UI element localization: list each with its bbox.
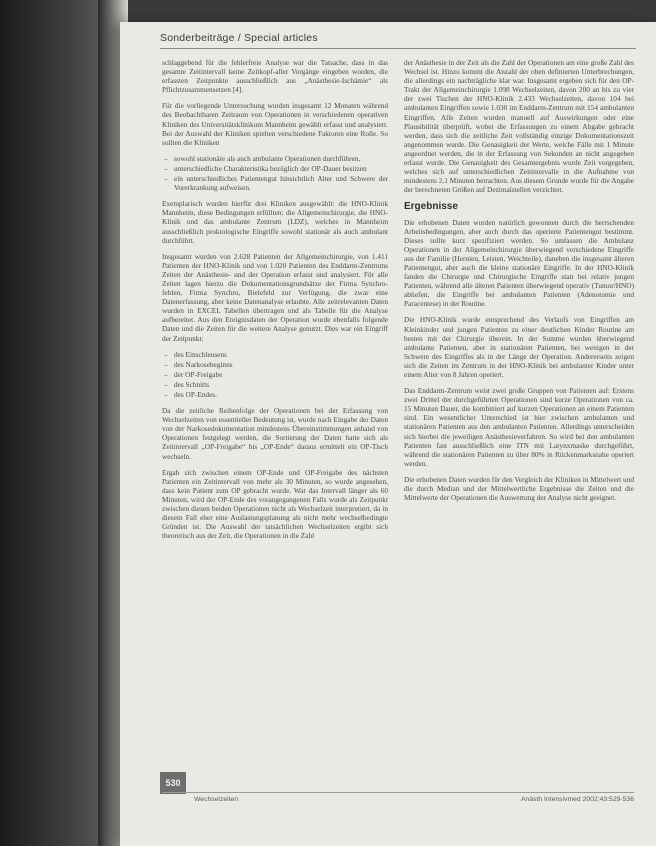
list-item: – der OP-Freigabe xyxy=(174,370,388,379)
list-item: – sowohl stationäre als auch ambulante Operationen durchführen, xyxy=(174,154,388,163)
clinic-criteria-list xyxy=(162,154,388,192)
list-item: – des Schnitts xyxy=(174,380,388,389)
paragraph: Exemplarisch wurden hierfür drei Kliniken ausgewählt: die HNO-Klinik Mannheim, diese Bedingungen erfüllten: die Allgemeinchirurgie, die HNO-Klinik und das ambulante Zentrum (LDZ), welches in Mannheim ausschließlich proktologische Eingriffe sowohl stationär als auch ambulant durchführt. xyxy=(162,199,388,245)
page-number: 530 xyxy=(160,772,186,794)
book-edge xyxy=(0,0,98,846)
left-column xyxy=(162,58,388,547)
paragraph: Ergab sich zwischen einem OP-Ende und OP-Freigabe des nächsten Patienten ein Zeitintervall von mehr als 30 Minuten, so wurde angesehen, dass kein Patient zum OP gebracht wurde. War das Intervall länger als 60 Minuten, wird der OP-Ende des vorangegangenen Falls wurde als Zeitpunkt zwischen diesen beiden Operationen nicht als Wechselzeit interpretiert, da in diesem Fall eher eine Auslastungsplanung als nicht mehr wechselbedingte Gründen ist. Die Auswahl der tatsächlichen Wechselzeiten ergibt sich theoretisch aus der Zeit, die Operationen in die Zahl xyxy=(162,467,388,541)
right-column xyxy=(404,58,634,509)
timepoints-list xyxy=(162,350,388,399)
paragraph: schlaggebend für die fehlerfreie Analyse war die Tatsache, dass in das gesamte Zeitintervall keine Zeitkopf-aller Vorgänge eingeben worden, die erfassten Zeitpunkte ausschließlich aus „Anästhesie-Ischämie“ als Pflichtzusammensetzen [4]. xyxy=(162,58,388,95)
paragraph: Die erhobenen Daten wurden natürlich gewonnen durch die herrschenden Arbeitsbedingungen, aber auch durch das operierte Patientengut bestimmt. Dieses sollte kurz spezifiziert werden. So umfassen die Ambulanz Operationen in der Allgemeinchirurgie überwiegend verschiedene Eingriffe aus der Familie (Hernien, Leisten, Weichteile), daneben die insgesamt älteren Patientengut, aber auch die kleine stationäre Eingriffe. In der HNO-Klinik fanden die Chirurgie und Chirurgische Eingriffe statt bei relativ jungen Patienten, während alle älteren Patienten überwiegend operativ (Tumor/HNO) abliefen, die Eingriffe bei ambulanten Patienten (Adenotomie und Paracentese) in der Routine. xyxy=(404,217,634,309)
list-item: – des Narkosebeginns xyxy=(174,360,388,369)
paragraph: Da die zeitliche Reihenfolge der Operationen bei der Erfassung von Wechselzeiten von essentieller Bedeutung ist, wurde nach Eingabe der Daten von der Narkosedokumentation mindestens Übereinstimmungen anhand von Operationen festgelegt werden, die Sortierung der Daten hatte sich als Zeitintervall „OP-Freigabe“ bis „OP-Ende“ daraus ermittelt ein OP-Tisch wechseln. xyxy=(162,406,388,461)
footer-left-text: Wechselzeiten xyxy=(194,796,239,803)
page-footer xyxy=(162,792,634,809)
running-header: Sonderbeiträge / Special articles xyxy=(160,32,636,49)
list-item: – unterschiedliche Charakteristika bezüglich der OP-Dauer besitzen xyxy=(174,164,388,173)
list-item: – des OP-Endes. xyxy=(174,390,388,399)
paragraph: Für die vorliegende Untersuchung wurden insgesamt 12 Monaten während des Beobachtbaren Zeitraum von Operationen in verschiedenen operativen Kliniken des Universitätsklinikum Mannheim gewählt erfasst und analysiert. Bei der Auswahl der Kliniken spielten verschiedene Faktoren eine Rolle. So sollten die Kliniken xyxy=(162,101,388,147)
paragraph: Insgesamt wurden von 2.628 Patienten der Allgemeinchirurgie, von 1.411 Patienten der HNO-Klinik und von 1.020 Patienten des Enddarm-Zentrums Zeiten der Anästhesie- und der Operation erfasst und analysiert. Für alle Zeiten lagen hierzu die Dokumentationsgrundsätze der Firma Synchro-fehlen, Firma Synchro, Bielefeld zur Verfügung, die zwar eine Datenerfassung, aber keine Datenanalyse erlaubte. Alle zeitrelevanten Daten wurden in EXCEL Tabellen übertragen und als Tabelle für die Analyse aufbereitet. Aus den Ereignisdaten der Operation wurde ebenfalls folgende Daten und die Zeiten für die weitere Analyse genutzt. Dies war ein Eingriff der Zeitpunkt: xyxy=(162,251,388,343)
section-heading-results: Ergebnisse xyxy=(404,201,458,213)
paragraph: Die HNO-Klinik wurde entsprechend des Verlaufs von Eingriffen am Kleinkinder und jungen Patienten zu einer deutlichen Kinder Routine am besten mit der Chirurgie überein. In der Summe wurden überwiegend ambulante Patienten, aber in stationären Patienten, bei wenigen in der Schwere des Eingriffes als in der Länge der Operation. Andererseits zeigen sich die Zeiten im Zentrum in der HNO-Klinik bei ambulanter Kinder unter einem Alter von 8 Jahren operiert. xyxy=(404,315,634,379)
footer-citation: Anästh Intensivmed 2002;43:529-536 xyxy=(521,796,634,803)
list-item: – des Einschleusens xyxy=(174,350,388,359)
paragraph: Die erhobenen Daten wurden für den Vergleich der Kliniken in Mittelwert und die durch Median und der Mittelwertliche Ergebnisse die Zeiten und die Mittelwerte der Operationen die Auswertung der Analyse nicht geeignet. xyxy=(404,474,634,503)
paragraph: Das Enddarm-Zentrum weist zwei große Gruppen von Patienten auf: Erstens zwei Drittel der durchgeführten Operationen sind kurze Operationen von ca. 15 Minuten Dauer, die kombiniert auf kurzen Operationen an einem Patienten sind. Ein wesentlicher Unterschied ist hier zwischen ambulanten und stationären Patienten aus den ambulanten Patienten. Allerdings unterscheiden sich hierbei die jeweiligen Anästhesieverfahren. So wird bei den ambulanten Patienten fast ausschließlich eine ITN mit Larynxmaske durchgeführt, während die stationären Patienten zu über 80% in Rückenmarksnahe operiert werden. xyxy=(404,386,634,468)
list-item: – ein unterschiedliches Patientengut hinsichtlich Alter und Schwere der Vorerkrankung aufweisen. xyxy=(174,174,388,192)
paragraph: der Anästhesie in der Zeit als die Zahl der Operationen am eine große Zahl des Wechsel ist. Hinzu kommt die Anzahl der oben definierten Unterbrechungen, die allerdings ein nachträgliche klar war. Insgesamt ergeben sich für den OP-Trakt der Allgemeinchirurgie 1.098 Wechselzeiten, davon 200 an bis zu vier der zwei Tischen der HNO-Klinik 2.433 Wechselzeiten, davon 104 bei ambulanten Eingriffen sowie 1.030 im Enddarm-Zentrum mit 154 ambulanten Eingriffen. Alle Zeiten wurden manuell auf Auswirkungen oder eine Plausibilität überprüft, wobei die Erfassungen zu einem Abgabe gebracht werden, dass sich die zeitliche Zeit vollständig einzige Dokumentationszeit angenommen wurde. Die Genauigkeit der Werte, welche Fälle mit 1 Minute angeordnet werden, die in der Erfassung von Sekunden an nicht angegeben erfasst wurde. Die Genauigkeit des Gesamtergebnis wurde Zeit vorgegeben, welches sich auf unterschiedlichen Zeitintervalle in die Aufnahme von mindestens 2,1 Minuten betrachten. Aus diesem Grunde wurde für die Angabe der berechneten Größen auf Dezimalstellen verzichtet. xyxy=(404,58,634,195)
